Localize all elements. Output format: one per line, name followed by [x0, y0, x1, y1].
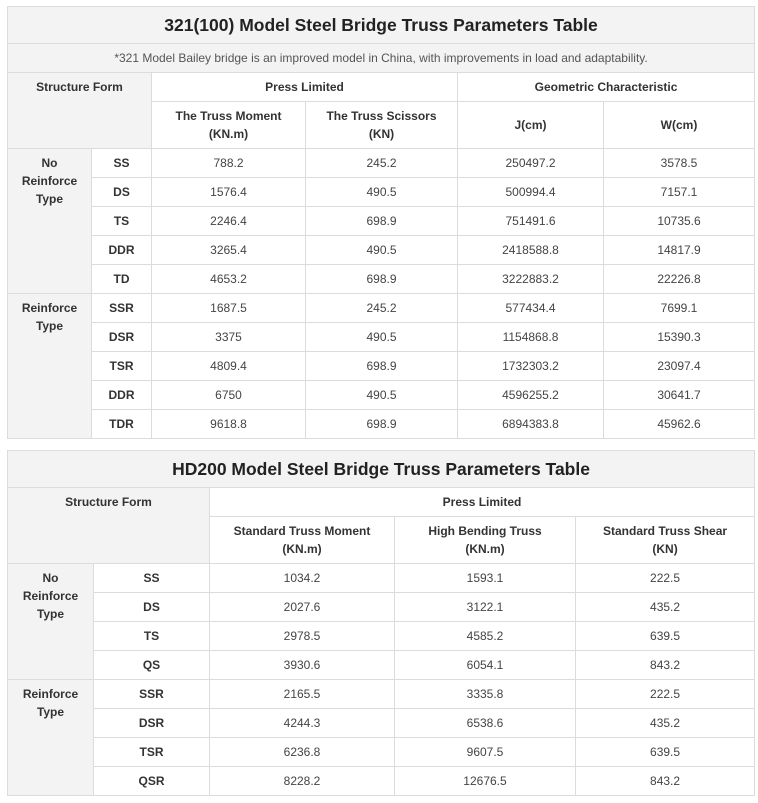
- col-w-header: W(cm): [604, 102, 755, 149]
- col-high-bending-truss-unit: (KN.m): [465, 542, 505, 556]
- col-standard-truss-moment-unit: (KN.m): [282, 542, 322, 556]
- cell-value: 1154868.8: [458, 323, 604, 352]
- table-note: *321 Model Bailey bridge is an improved model in China, with improvements in load and adaptability.: [8, 44, 755, 73]
- cell-value: 639.5: [576, 738, 755, 767]
- group-label-line: Type: [35, 319, 64, 333]
- cell-value: 577434.4: [458, 294, 604, 323]
- col-truss-scissors-name: The Truss Scissors: [326, 109, 437, 123]
- cell-value: 6538.6: [395, 709, 576, 738]
- group-label-line: Type: [35, 192, 64, 206]
- cell-value: 15390.3: [604, 323, 755, 352]
- cell-value: 2165.5: [210, 680, 395, 709]
- structure-form-header: Structure Form: [8, 488, 210, 564]
- row-type: SSR: [94, 680, 210, 709]
- group-label-line: Reinforce: [22, 687, 79, 701]
- cell-value: 6054.1: [395, 651, 576, 680]
- cell-value: 3335.8: [395, 680, 576, 709]
- cell-value: 3578.5: [604, 149, 755, 178]
- cell-value: 490.5: [306, 323, 458, 352]
- col-truss-moment-name: The Truss Moment: [175, 109, 282, 123]
- cell-value: 6236.8: [210, 738, 395, 767]
- cell-value: 3930.6: [210, 651, 395, 680]
- cell-value: 639.5: [576, 622, 755, 651]
- cell-value: 751491.6: [458, 207, 604, 236]
- cell-value: 698.9: [306, 352, 458, 381]
- col-truss-scissors-header: [306, 102, 458, 149]
- press-limited-header: Press Limited: [152, 73, 458, 102]
- cell-value: 3222883.2: [458, 265, 604, 294]
- cell-value: 843.2: [576, 651, 755, 680]
- row-type: DSR: [92, 323, 152, 352]
- cell-value: 12676.5: [395, 767, 576, 796]
- cell-value: 8228.2: [210, 767, 395, 796]
- row-type: TSR: [92, 352, 152, 381]
- cell-value: 245.2: [306, 294, 458, 323]
- cell-value: 7157.1: [604, 178, 755, 207]
- cell-value: 1732303.2: [458, 352, 604, 381]
- truss-table-321: [7, 6, 755, 439]
- structure-form-header: Structure Form: [8, 73, 152, 149]
- cell-value: 435.2: [576, 709, 755, 738]
- cell-value: 6750: [152, 381, 306, 410]
- cell-value: 698.9: [306, 410, 458, 439]
- group-label-line: Reinforce: [21, 174, 78, 188]
- cell-value: 4585.2: [395, 622, 576, 651]
- col-standard-truss-shear-name: Standard Truss Shear: [603, 524, 728, 538]
- cell-value: 3265.4: [152, 236, 306, 265]
- row-type: SSR: [92, 294, 152, 323]
- group-reinforce: [8, 294, 92, 439]
- row-type: SS: [94, 564, 210, 593]
- cell-value: 9607.5: [395, 738, 576, 767]
- cell-value: 2978.5: [210, 622, 395, 651]
- col-standard-truss-moment-name: Standard Truss Moment: [233, 524, 371, 538]
- cell-value: 2418588.8: [458, 236, 604, 265]
- cell-value: 250497.2: [458, 149, 604, 178]
- row-type: DS: [94, 593, 210, 622]
- cell-value: 698.9: [306, 207, 458, 236]
- row-type: DDR: [92, 236, 152, 265]
- cell-value: 4653.2: [152, 265, 306, 294]
- row-type: DDR: [92, 381, 152, 410]
- cell-value: 698.9: [306, 265, 458, 294]
- group-label-line: Reinforce: [22, 589, 79, 603]
- cell-value: 9618.8: [152, 410, 306, 439]
- cell-value: 45962.6: [604, 410, 755, 439]
- group-label-line: Type: [36, 607, 65, 621]
- row-type: DSR: [94, 709, 210, 738]
- row-type: TSR: [94, 738, 210, 767]
- cell-value: 1593.1: [395, 564, 576, 593]
- row-type: TDR: [92, 410, 152, 439]
- col-standard-truss-shear-unit: (KN): [652, 542, 678, 556]
- cell-value: 788.2: [152, 149, 306, 178]
- cell-value: 2246.4: [152, 207, 306, 236]
- col-standard-truss-moment-header: [210, 517, 395, 564]
- cell-value: 1687.5: [152, 294, 306, 323]
- col-truss-moment-unit: (KN.m): [208, 127, 249, 141]
- group-label-line: No: [42, 571, 59, 585]
- geometric-characteristic-header: Geometric Characteristic: [458, 73, 755, 102]
- row-type: QSR: [94, 767, 210, 796]
- cell-value: 10735.6: [604, 207, 755, 236]
- cell-value: 490.5: [306, 236, 458, 265]
- group-label-line: Type: [36, 705, 65, 719]
- cell-value: 3122.1: [395, 593, 576, 622]
- group-no-reinforce: [8, 564, 94, 680]
- col-j-header: J(cm): [458, 102, 604, 149]
- truss-table-hd200: [7, 450, 755, 796]
- row-type: QS: [94, 651, 210, 680]
- cell-value: 1034.2: [210, 564, 395, 593]
- cell-value: 222.5: [576, 564, 755, 593]
- cell-value: 22226.8: [604, 265, 755, 294]
- col-high-bending-truss-header: [395, 517, 576, 564]
- cell-value: 14817.9: [604, 236, 755, 265]
- cell-value: 500994.4: [458, 178, 604, 207]
- col-high-bending-truss-name: High Bending Truss: [428, 524, 542, 538]
- cell-value: 2027.6: [210, 593, 395, 622]
- cell-value: 30641.7: [604, 381, 755, 410]
- row-type: DS: [92, 178, 152, 207]
- cell-value: 222.5: [576, 680, 755, 709]
- cell-value: 490.5: [306, 178, 458, 207]
- cell-value: 1576.4: [152, 178, 306, 207]
- cell-value: 23097.4: [604, 352, 755, 381]
- cell-value: 245.2: [306, 149, 458, 178]
- cell-value: 6894383.8: [458, 410, 604, 439]
- table-title: 321(100) Model Steel Bridge Truss Parameters Table: [8, 7, 755, 44]
- cell-value: 435.2: [576, 593, 755, 622]
- col-truss-moment-header: [152, 102, 306, 149]
- row-type: SS: [92, 149, 152, 178]
- row-type: TD: [92, 265, 152, 294]
- group-label-line: Reinforce: [21, 301, 78, 315]
- cell-value: 4809.4: [152, 352, 306, 381]
- row-type: TS: [92, 207, 152, 236]
- cell-value: 3375: [152, 323, 306, 352]
- group-label-line: No: [41, 156, 58, 170]
- row-type: TS: [94, 622, 210, 651]
- col-truss-scissors-unit: (KN): [368, 127, 395, 141]
- group-no-reinforce: [8, 149, 92, 294]
- cell-value: 4244.3: [210, 709, 395, 738]
- table-title: HD200 Model Steel Bridge Truss Parameters Table: [8, 451, 755, 488]
- cell-value: 4596255.2: [458, 381, 604, 410]
- col-standard-truss-shear-header: [576, 517, 755, 564]
- cell-value: 843.2: [576, 767, 755, 796]
- press-limited-header: Press Limited: [210, 488, 755, 517]
- group-reinforce: [8, 680, 94, 796]
- cell-value: 7699.1: [604, 294, 755, 323]
- cell-value: 490.5: [306, 381, 458, 410]
